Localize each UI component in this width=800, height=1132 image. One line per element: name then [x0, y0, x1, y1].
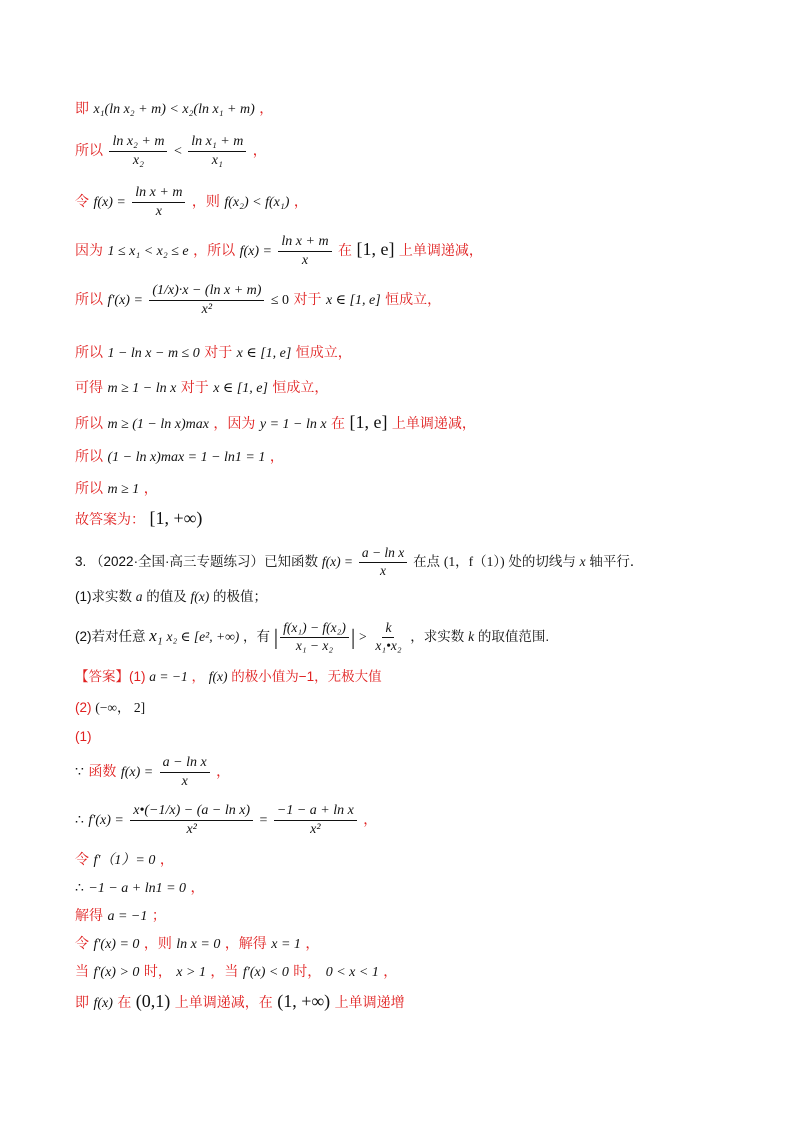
punctuation: ，: [190, 880, 205, 896]
fraction: [274, 802, 357, 838]
function-fraction: [359, 545, 407, 580]
math-expression: −1 − a + ln1 = 0: [88, 881, 187, 896]
punctuation: ；: [151, 908, 166, 924]
math-expression: m ≥ 1 − ln x: [107, 381, 177, 396]
line-text: ，则: [143, 936, 172, 952]
function-lhs: f(x) =: [321, 553, 354, 569]
numerator: ln x₂ + m: [109, 133, 167, 152]
line-text: 在: [338, 243, 353, 259]
line-text: ，解得: [224, 936, 267, 952]
variable: a: [135, 589, 143, 604]
line-text: 令: [75, 194, 89, 210]
fraction-left: [109, 133, 167, 169]
function-lhs: f′(x) =: [88, 813, 124, 828]
line-text: 当: [75, 964, 89, 980]
condition: x ∈ [1, e]: [236, 346, 292, 361]
line-text: 所以: [75, 292, 103, 308]
math-expression: 0 < x < 1: [325, 965, 379, 980]
function: f(x): [190, 589, 210, 604]
denominator: x²: [310, 821, 321, 837]
denominator: x: [301, 252, 309, 268]
line-text: 所以: [75, 481, 103, 497]
line-text: ，因为: [213, 416, 256, 432]
punctuation: ，: [269, 449, 284, 465]
line-text: 因为: [75, 243, 103, 259]
line-text: 对于: [180, 380, 209, 396]
punctuation: ，: [363, 812, 378, 828]
problem-text: 轴平行．: [589, 553, 644, 569]
numerator: a − ln x: [160, 754, 210, 773]
condition: x₂ ∈ [e², +∞): [166, 628, 240, 644]
derivation-line-7: [75, 377, 760, 397]
answer-label: 【答案】: [75, 669, 129, 684]
part-label: (2): [75, 700, 92, 715]
answer-line-2: [75, 696, 760, 716]
math-expression: f′（1）= 0: [93, 853, 156, 868]
denominator: x²: [201, 301, 213, 317]
variable: k: [468, 628, 475, 644]
math-expression: y = 1 − ln x: [259, 417, 327, 432]
axis-variable: x: [579, 553, 586, 569]
numerator: ln x + m: [278, 233, 331, 252]
punctuation: ，: [159, 852, 174, 868]
answer-text: 的极小值为−1，无极大值: [231, 669, 382, 684]
solution-line-8: [75, 991, 760, 1012]
problem-source: （2022·全国·高三专题练习）: [90, 553, 265, 569]
line-text: 恒成立，: [272, 380, 329, 396]
line-text: 即: [75, 995, 89, 1011]
math-expression: m ≥ (1 − ln x)max: [107, 417, 209, 432]
math-expression: a = −1: [107, 909, 148, 924]
problem-text: (2)若对任意: [75, 628, 146, 644]
line-text: 所以: [75, 449, 103, 465]
problem-text: ，有: [242, 628, 270, 644]
solution-line-7: [75, 961, 760, 981]
fraction: [278, 233, 331, 269]
line-text: ，当: [210, 964, 239, 980]
numerator: −1 − a + ln x: [274, 802, 357, 821]
denominator: x: [380, 562, 387, 578]
derivation-line-6: [75, 342, 760, 362]
derivation-line-9: [75, 446, 760, 466]
interval: (1, +∞): [277, 991, 331, 1011]
line-text: 所以: [75, 143, 103, 159]
derivation-line-1: [75, 98, 760, 118]
math-expression: f′(x) < 0: [242, 965, 289, 980]
variable-x1: x₁: [149, 625, 163, 645]
numerator: ln x + m: [132, 184, 185, 203]
relation: <: [173, 144, 182, 159]
line-text: 在: [331, 416, 346, 432]
math-expression: x > 1: [176, 965, 206, 980]
line-text: 对于: [204, 345, 233, 361]
final-answer-line: [75, 508, 760, 529]
line-text: 上单调递增: [334, 995, 405, 1011]
line-text: 时，: [143, 964, 172, 980]
because-symbol: ∵: [75, 765, 84, 780]
derivation-line-5: [75, 282, 760, 318]
problem-text: 的取值范围.: [477, 628, 550, 644]
punctuation: ，: [259, 101, 274, 117]
line-text: 在: [117, 995, 132, 1011]
solution-line-5: [75, 905, 760, 925]
math-expression: f′(x) = 0: [93, 937, 140, 952]
line-text: ，所以: [193, 243, 236, 259]
solution-line-1: [75, 754, 760, 790]
solution-line-2: [75, 802, 760, 838]
math-expression: ln x = 0: [176, 937, 221, 952]
relation: ≤ 0: [270, 293, 290, 308]
denominator: x₁•x₂: [375, 637, 402, 653]
answer-interval: [1, +∞): [149, 508, 203, 528]
derivation-line-8: [75, 412, 760, 433]
solution-line-4: [75, 877, 760, 897]
math-expression: m ≥ 1: [107, 482, 140, 497]
denominator: x: [181, 773, 188, 789]
therefore-symbol: ∴: [75, 813, 84, 828]
rhs-fraction: [372, 620, 404, 655]
line-text: 可得: [75, 380, 103, 396]
line-text: 即: [75, 101, 89, 117]
math-expression: x = 1: [271, 937, 301, 952]
punctuation: ，: [143, 481, 158, 497]
function-lhs: f(x) =: [120, 765, 154, 780]
problem-statement: [75, 545, 760, 580]
line-text: 对于: [293, 292, 322, 308]
math-expression: a = −1: [149, 669, 188, 684]
function: f(x): [208, 669, 228, 684]
solution-line-6: [75, 933, 760, 953]
line-text: 上单调递减，: [398, 243, 483, 259]
derivation-line-2: [75, 133, 760, 169]
denominator: x₂: [132, 152, 145, 168]
derivation-line-4: [75, 233, 760, 269]
math-expression: x₁(ln x₂ + m) < x₂(ln x₁ + m): [93, 102, 255, 117]
derivation-line-10: [75, 478, 760, 498]
part-label: (1): [129, 669, 146, 684]
line-text: 所以: [75, 416, 103, 432]
punctuation: ，: [383, 964, 398, 980]
math-expression: 1 ≤ x₁ < x₂ ≤ e: [107, 244, 189, 259]
answer-interval: (−∞， 2]: [95, 700, 146, 715]
condition: x ∈ [1, e]: [213, 381, 268, 396]
line-text: 故答案为：: [75, 512, 145, 528]
problem-text: 处的切线与: [508, 553, 576, 569]
interval: [1, e]: [356, 239, 395, 259]
line-text: 所以: [75, 345, 103, 361]
math-expression: (1 − ln x)max = 1 − ln1 = 1: [107, 450, 266, 465]
therefore-symbol: ∴: [75, 881, 84, 896]
fraction: [130, 802, 253, 838]
problem-text: 已知函数: [264, 553, 319, 569]
problem-text: (1)求实数: [75, 589, 132, 604]
denominator: x₁ − x₂: [295, 637, 334, 653]
condition: x ∈ [1, e]: [325, 293, 381, 308]
numerator: f(x₁) − f(x₂): [280, 620, 349, 638]
function-lhs: f′(x) =: [107, 293, 143, 308]
point: (1，f（1）): [443, 553, 505, 569]
function-lhs: f(x) =: [93, 195, 126, 210]
math-expression: 1 − ln x − m ≤ 0: [107, 346, 200, 361]
fraction: [132, 184, 185, 220]
line-text: 解得: [75, 908, 103, 924]
denominator: x²: [186, 821, 197, 837]
solution-part-label: [75, 729, 760, 744]
fraction: [160, 754, 210, 790]
problem-number: 3.: [75, 553, 87, 569]
numerator: ln x₁ + m: [188, 133, 246, 152]
problem-part-1: [75, 585, 760, 605]
line-text: 时，: [293, 964, 322, 980]
line-text: 恒成立，: [385, 292, 442, 308]
line-text: 函数: [88, 764, 117, 780]
function: f(x): [93, 996, 113, 1011]
numerator: x•(−1/x) − (a − ln x): [130, 802, 253, 821]
line-text: 上单调递减，: [391, 416, 476, 432]
equals: =: [259, 813, 268, 828]
answer-line-1: [75, 665, 760, 685]
function-lhs: f(x) =: [239, 244, 272, 259]
problem-part-2: (2)若对任意 x₁ x₂ ∈ [e², +∞) ，有 | $\frac{\text{f(x₁) − f(x₂)}}{\text{x₁ − x₂}}$ | > $\frac{k}{\text{x₁•x₂}}$ ，求实数 k 的取值范围.: [75, 620, 550, 653]
problem-text: 在点: [413, 553, 441, 569]
denominator: x: [155, 203, 162, 219]
line-text: 令: [75, 852, 89, 868]
line-text: 令: [75, 936, 89, 952]
punctuation: ，: [216, 764, 231, 780]
problem-text: ，求实数: [410, 628, 465, 644]
punctuation: ，: [191, 669, 206, 684]
interval: (0,1): [135, 991, 171, 1011]
part-label: (1): [75, 729, 92, 744]
punctuation: ，: [293, 194, 308, 210]
numerator: k: [382, 620, 394, 638]
punctuation: ，: [252, 143, 267, 159]
abs-fraction: [280, 620, 349, 655]
derivation-line-3: [75, 184, 760, 220]
solution-line-3: [75, 849, 760, 869]
fraction: [149, 282, 264, 318]
problem-text: 的极值；: [213, 589, 268, 604]
line-text: 上单调递减，在: [174, 995, 273, 1011]
numerator: a − ln x: [359, 545, 407, 563]
math-expression: f′(x) > 0: [93, 965, 140, 980]
numerator: (1/x)·x − (ln x + m): [149, 282, 264, 301]
interval: [1, e]: [349, 412, 388, 432]
math-expression: f(x₂) < f(x₁): [224, 195, 290, 210]
denominator: x₁: [211, 152, 223, 168]
line-text: ，则: [191, 194, 220, 210]
problem-text: 的值及: [146, 589, 187, 604]
line-text: 恒成立，: [295, 345, 352, 361]
fraction-right: [188, 133, 246, 169]
punctuation: ，: [305, 936, 320, 952]
